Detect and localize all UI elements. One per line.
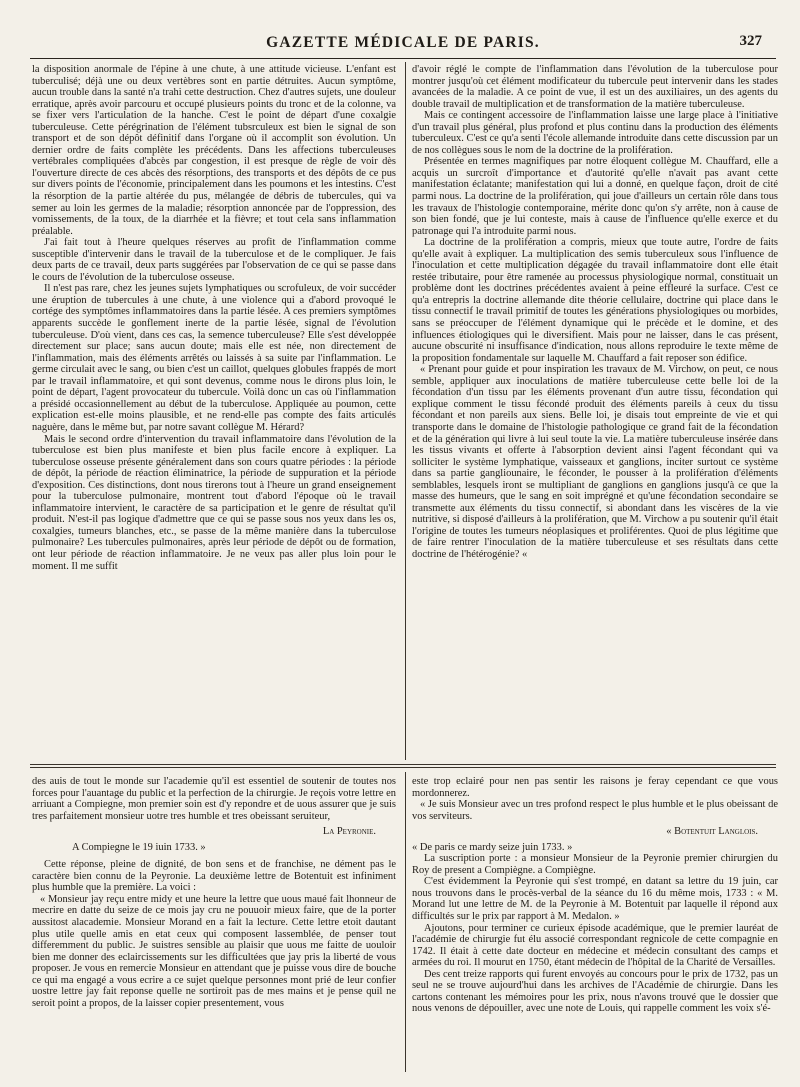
signature: « Botentuit Langlois.	[666, 826, 758, 838]
page-header	[30, 30, 776, 58]
paragraph: d'avoir réglé le compte de l'inflammation dans l'évolution de la tuberculose pour montrer jusqu'où cet élément modificateur du tubercule peut intervenir dans les stades avancées de la maladie. A ce point de vue, il est un des auxiliaires, un des agents du double travail de multiplication et de transformation de la matière tuberculeuse.	[412, 64, 778, 110]
paragraph: la disposition anormale de l'épine à une chute, à une attitude vicieuse. L'enfant est tuberculisé; déjà une ou deux vertèbres sont en partie détruites. Aucun symptôme, aucun trouble dans la santé n'a trahi cette destruction. Chez d'autres sujets, une douleur erratique, après avoir parcouru et occupé plusieurs points du tronc et de la colonne, va se fixer vers l'articulation de la hanche. C'est le point de départ d'une coxalgie tuberculeuse. Cette pérégrination de l'élément tubsrculeux est bien le signal de son transport et de son dépôt définitif dans l'organe où il accomplit son évolution. Un dernier ordre de faits complète les précédents. Dans les affections tuberculeuses vertébrales compliquées d'abcès par congestion, il est presque de règle de voir dès l'ouverture directe de ces abcès des résorptions, des transports et des dépôts de ce pus sur divers points de l'économie, principalement dans les poumons et les intestins. C'est la résorption de la partie altérée du pus, mélangée de débris de tubercules, qui va semer au loin les germes de la maladie; résorption annoncée par de l'oppression, des vomissements, de la toux, de la diarrhée et la fièvre; et tout cela sans inflammation préalable.	[32, 64, 396, 237]
letter-text: este trop eclairé pour nen pas sentir les raisons je feray cependant ce que vous mordonnerez.	[412, 776, 778, 799]
letter-text: des auis de tout le monde sur l'academie qu'il est essentiel de soutenir de toutes nos forces pour l'auantage du public et la perfection de la chirurgie. Je reçois votre lettre en arriuant a Compiegne, mon premier soin est d'y repondre et de uous assurer que je suis tres parfaitement monsieur uotre tres humble et tres obeissant seruiteur,	[32, 776, 396, 822]
bottom-right-column	[412, 776, 778, 1076]
quotation: « Prenant pour guide et pour inspiration les travaux de M. Virchow, on peut, ce nous semble, appliquer aux inoculations de matière tuberculeuse cette belle loi de la fécondation d'un tissu par les éléments provenant d'un autre tissu, fécondation qui explique comment le tissu fécondé produit des éléments pareils à ceux du tissu fécondant et non pareils aux siens. Belle loi, je disais tout empreinte de vie et qui transporte dans le domaine de l'histologie pathologique ce grand fait de la fécondation et de la génération qui livre à lui seul toute la vie. La matière tuberculeuse insérée dans les tissus vivants et offerte à l'absorption devient ainsi l'agent fécondant qui va solliciter le système lymphatique, vaisseaux et ganglions, inciter surtout ce système dans sa partie gangliounaire, le féconder, le pousser à la prolifération d'éléments semblables, lesquels iront se multipliant de ganglions en ganglions jusqu'à ce que la masse des humeurs, que le sang en soit imprégné et qu'une fécondation secondaire se transmette aux éléments du tissu connectif, si abondant dans les viscères de la vie nutritive, si disposé d'ailleurs à la prolifération, que M. Virchow a pu soutenir qu'il était l'origine de toutes les tumeurs néoplasiques et proliférentes. Quoi de plus légitime que de faire rentrer l'inoculation de la matière tuberculeuse et ses résultats dans cette doctrine de l'hétérogénie? «	[412, 364, 778, 560]
section-rule-thin	[30, 767, 776, 768]
header-rule	[30, 58, 776, 59]
letter-closing: « Je suis Monsieur avec un tres profond respect le plus humble et le plus obeissant de vos serviteurs.	[412, 799, 778, 822]
top-right-column	[412, 64, 778, 760]
paragraph: La doctrine de la prolifération a compris, mieux que toute autre, l'ordre de faits qu'elle avait à expliquer. La multiplication des semis tuberculeux sous l'influence de l'inoculation et cette multiplication dégagée du travail inflammatoire dont elle était restée tributaire, pour être ramenée au processus physiologique normal, constituait un problème dont les doctrines précédentes avaient à peine effleuré la surface. C'est ce qu'a entrepris la doctrine allemande dite théorie cellulaire, doctrine qui place dans le tissu connectif le travail primitif de toutes les générations physiologiques ou morbides, sans se préoccuper de l'élément dynamique qui le précède et le domine, et des influences étiologiques qui le diversifient. Mais pour ne laisser, dans le cas présent, aucune obscurité ni insuffisance d'indication, nous allons reproduire le texte même de la proposition fondamentale sur laquelle M. Chauffard a fait reposer son édifice.	[412, 237, 778, 364]
paragraph: Présentée en termes magnifiques par notre éloquent collègue M. Chauffard, elle a acquis un surcroît d'importance et d'autorité qu'elle n'avait pas avant cette manifestation éclatante; manifestation qui lui a donné, en quelque façon, droit de cité parmi nous. La doctrine de la prolifération, qui joue d'ailleurs un certain rôle dans tous les travaux de l'histologie contemporaine, mérite donc qu'on s'y arrête, non à cause de son bien fondé, que je lui conteste, mais à cause de l'influence qu'elle exerce et du patronage qui l'a introduite parmi nous.	[412, 156, 778, 237]
bottom-left-column	[32, 776, 396, 1076]
paragraph: Cette réponse, pleine de dignité, de bon sens et de franchise, ne dément pas le caractère bien connu de la Peyronie. La deuxième lettre de Botentuit est infiniment plus humble que la première. La voici :	[32, 859, 396, 894]
paragraph: Des cent treize rapports qui furent envoyés au concours pour le prix de 1732, pas un seul ne se trouve aujourd'hui dans les archives de l'Académie de chirurgie. Dans les cartons contenant les mémoires pour les prix, nous n'avons trouvé que le dossier que nous venons de dépouiller, avec une note de Louis, qui rappelle comment les voix s'é-	[412, 968, 778, 1015]
letter-date: A Compiegne le 19 iuin 1733. »	[72, 841, 206, 853]
paragraph: J'ai fait tout à l'heure quelques réserves au profit de l'inflammation comme susceptible d'intervenir dans le travail de la tuberculose et de le compliquer. Je fais deux parts de ce travail, deux parts suggérées par l'observation de ce qui se passe dans le cours de l'évolution de la tuberculose osseuse.	[32, 237, 396, 283]
paragraph: Ajoutons, pour terminer ce curieux épisode académique, que le premier lauréat de l'académie de chirurgie fut élu associé correspondant regnicole de cette compagnie en 1742. Il était à cette date docteur en médecine et médecin consultant des camps et armées du roi. Il mourut en 1750, étant médecin de l'hôpital de la Charité de Versailles.	[412, 922, 778, 969]
top-left-column	[32, 64, 396, 760]
page-number: 327	[739, 33, 762, 49]
paragraph: Mais ce contingent accessoire de l'inflammation laisse une large place à l'initiative d'un travail plus général, plus profond et plus continu dans la production des éléments tuberculeux. C'est ce qu'a senti l'école allemande introduite dans cette discussion par un de nos collègues sous le nom de la doctrine de la prolifération.	[412, 110, 778, 156]
column-divider	[405, 62, 406, 760]
paragraph: C'est évidemment la Peyronie qui s'est trompé, en datant sa lettre du 19 juin, car nous trouvons dans le procès-verbal de la séance du 16 du même mois, 1733 : « M. Morand lut une lettre de M. de la Peyronie à M. Botentuit par laquelle il répond aux difficultés sur le prix par rapport à M. Medalon. »	[412, 876, 778, 923]
letter-date: « De paris ce mardy seize juin 1733. »	[412, 841, 573, 853]
section-rule	[30, 764, 776, 765]
journal-title: GAZETTE MÉDICALE DE PARIS.	[266, 34, 540, 51]
paragraph: Mais le second ordre d'intervention du travail inflammatoire dans l'évolution de la tuberculose est bien plus manifeste et bien plus facile encore à expliquer. La tuberculose osseuse présente généralement dans son cours quatre périodes : la période de dépôt, la période de réaction éliminatrice, la période de suppuration et la période d'exposition. Ces distinctions, dont nous tirerons tout à l'heure un grand enseignement pour la tuberculose pulmonaire, montrent tout d'abord l'époque où le travail inflammatoire intervient, le caractère de sa participation et le genre de résultat qu'il produit. N'est-il pas logique d'admettre que ce qui se passe sous nos yeux dans les os, coxalgies, tumeurs blanches, etc., se passe de la même manière dans la tuberculose pulmonaire? Les tubercules pulmonaires, après leur période de dépôt ou de formation, ont leur période de réaction inflammatoire. Je ne veux pas aller plus loin pour le moment. Il me suffit	[32, 433, 396, 572]
paragraph: Il n'est pas rare, chez les jeunes sujets lymphatiques ou scrofuleux, de voir succéder une éruption de tubercules à une chute, à une violence qui a d'abord provoqué le cortége des symptômes inflammatoires dans la partie lésée. A ces premiers symptômes apparents succède le gonflement inerte de la partie lésée, signal de l'évolution tuberculeuse. D'où vient, dans ces cas, la semence tuberculeuse? Elle s'est développée directement sur place; sans aucun doute; mais elle est née, non directement de l'inflammation, mais des éléments arrêtés ou laissés à sa suite par l'inflammation. Le germe circulait avec le sang, ou bien c'est un caillot, quelques globules frappés de mort par le travail inflammatoire, et qui sont devenus, comme nous le dirons plus loin, le point de départ, l'agent provocateur du tubercule. Voilà donc un cas où l'inflammation a présidé occasionnellement au début de la tuberculose. Appliquée au poumon, cette explication est-elle moins plausible, et ne rend-elle pas compte des faits articulés naguère, dans le même but, par notre savant collègue M. Hérard?	[32, 283, 396, 433]
signature: La Peyronie.	[322, 826, 376, 838]
letter-text: « Monsieur jay reçu entre midy et une heure la lettre que uous maué fait lhonneur de mecrire en datte du seize de ce mois jay cru ne pouuoir mieux faire, que de la porter aussitost alacademie. Monsieur Morand en a fait la lecture. Cette lettre etoit dautant plus utile quelle amis en etat ceux qui composent lassemblée, de penser tout differemment du public. Je suistres sensible au plaisir que uous me faitte de uouloir bien me donner des eclaircissements sur les difficultées que jay pris la liberté de vous proposer. Je vous en remercie Monsieur en attendant que je puisse vous dire de bouche ce qui ma engagé a vous ecrire a ce sujet quelque personnes mont prié de leur confier uostre lettre jay fait reponse quelle ne sortiroit pas de mes mains et je pense quil ne seroit point a propos, de la laisser copier presentement, vous	[32, 893, 396, 1009]
column-divider-bottom	[405, 772, 406, 1072]
paragraph: La suscription porte : a monsieur Monsieur de la Peyronie premier chirurgien du Roy de present a Compiègne. a Compiègne.	[412, 853, 778, 876]
